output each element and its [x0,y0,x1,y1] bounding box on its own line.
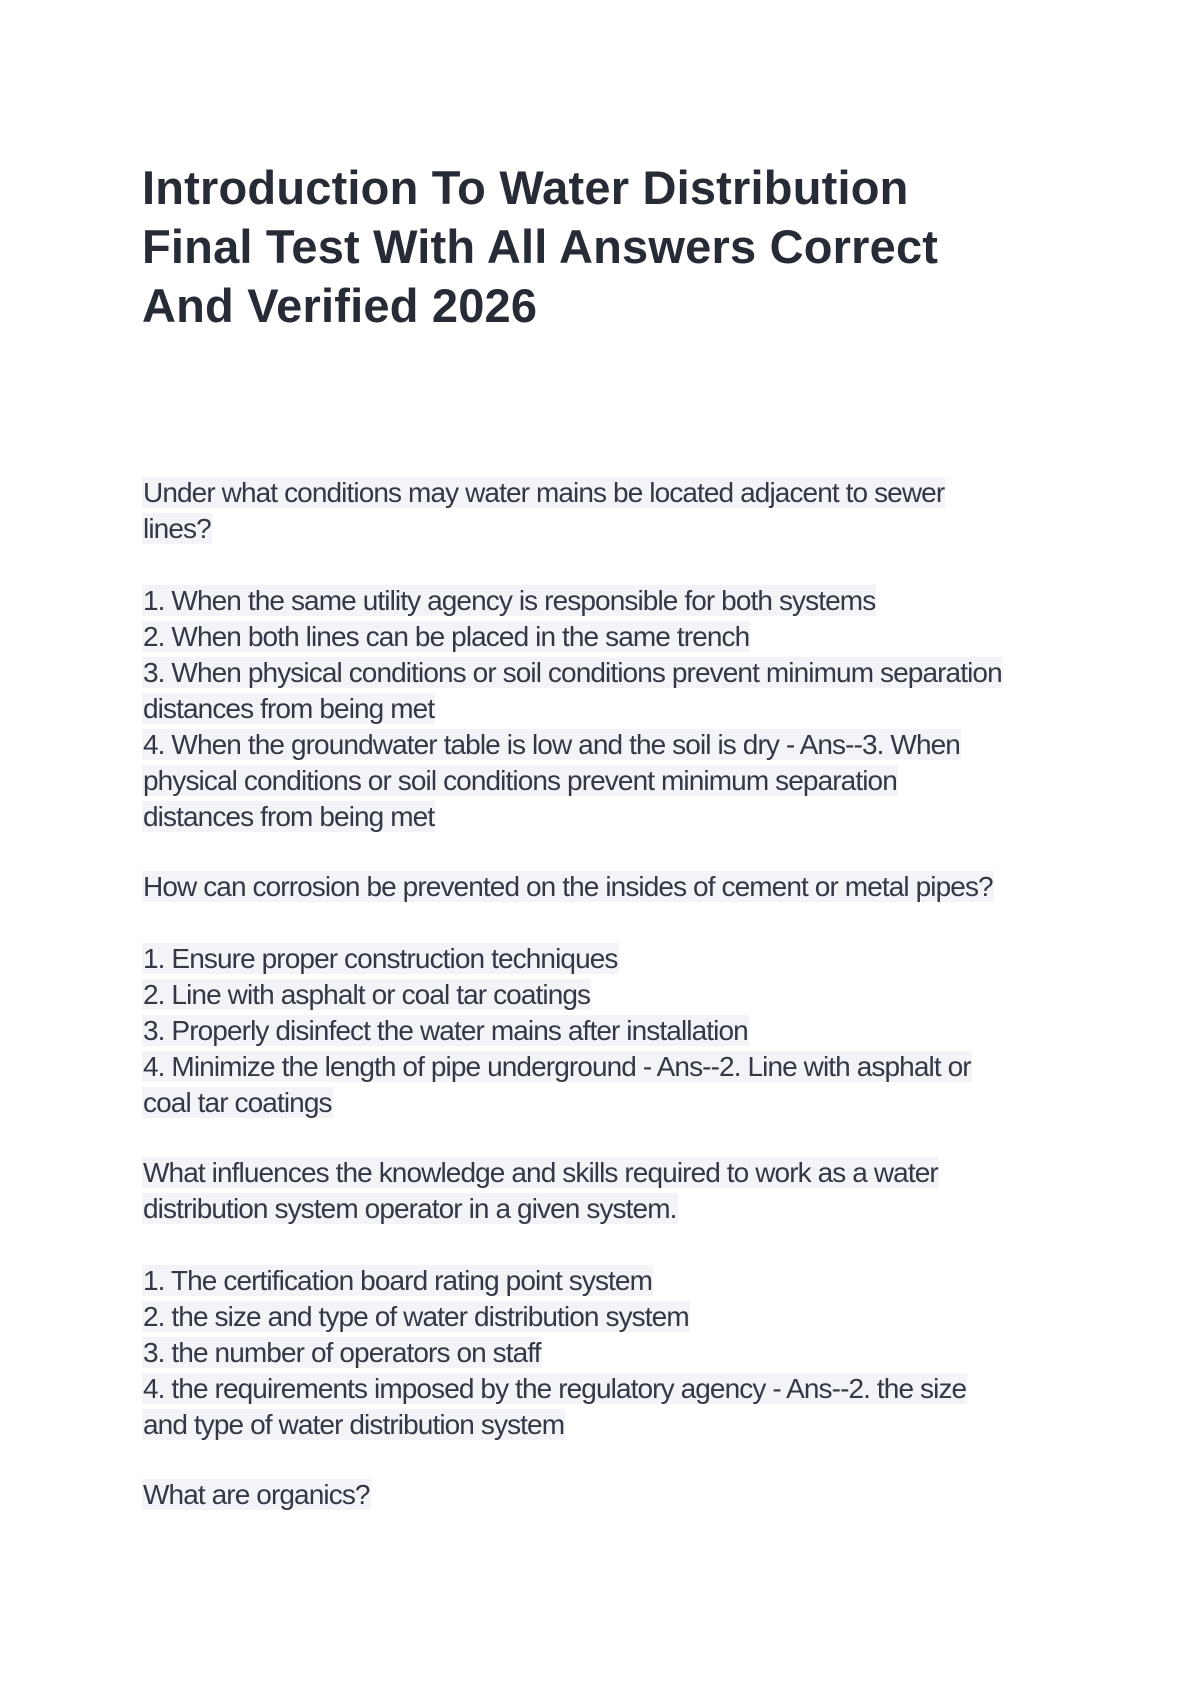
question-text: lines? [143,513,211,544]
question-list [142,475,1072,1513]
document-title [142,158,1072,335]
answer-option: 4. Minimize the length of pipe underground - Ans--2. Line with asphalt or [143,1051,971,1082]
answer-option: 4. When the groundwater table is low and the soil is dry - Ans--3. When [143,729,960,760]
question-block [142,1155,1072,1443]
answer-option: 3. Properly disinfect the water mains after installation [143,1015,748,1046]
question-text: What are organics? [143,1479,370,1510]
question-text: What influences the knowledge and skills required to work as a water [143,1157,938,1188]
answer-option: 2. Line with asphalt or coal tar coatings [143,979,591,1010]
question-text: How can corrosion be prevented on the insides of cement or metal pipes? [143,871,993,902]
answer-option: 3. the number of operators on staff [143,1337,541,1368]
answer-option: 2. When both lines can be placed in the same trench [143,621,750,652]
title-line: Final Test With All Answers Correct [142,220,939,273]
question-block [142,869,1072,1121]
question-text: distribution system operator in a given system. [143,1193,677,1224]
answer-option: distances from being met [143,693,435,724]
document-page [142,158,1072,1547]
title-line: Introduction To Water Distribution [142,161,909,214]
question-block [142,475,1072,835]
answer-option: 1. The certification board rating point system [143,1265,653,1296]
question-text: Under what conditions may water mains be located adjacent to sewer [143,477,945,508]
answer-option: 1. Ensure proper construction techniques [143,943,618,974]
answer-option: coal tar coatings [143,1087,332,1118]
answer-option: distances from being met [143,801,435,832]
answer-option: 3. When physical conditions or soil conditions prevent minimum separation [143,657,1002,688]
answer-option: 1. When the same utility agency is responsible for both systems [143,585,876,616]
answer-option: and type of water distribution system [143,1409,565,1440]
answer-option: 4. the requirements imposed by the regulatory agency - Ans--2. the size [143,1373,967,1404]
answer-option: 2. the size and type of water distribution system [143,1301,689,1332]
answer-option: physical conditions or soil conditions prevent minimum separation [143,765,897,796]
question-block [142,1477,1072,1513]
title-line: And Verified 2026 [142,279,538,332]
